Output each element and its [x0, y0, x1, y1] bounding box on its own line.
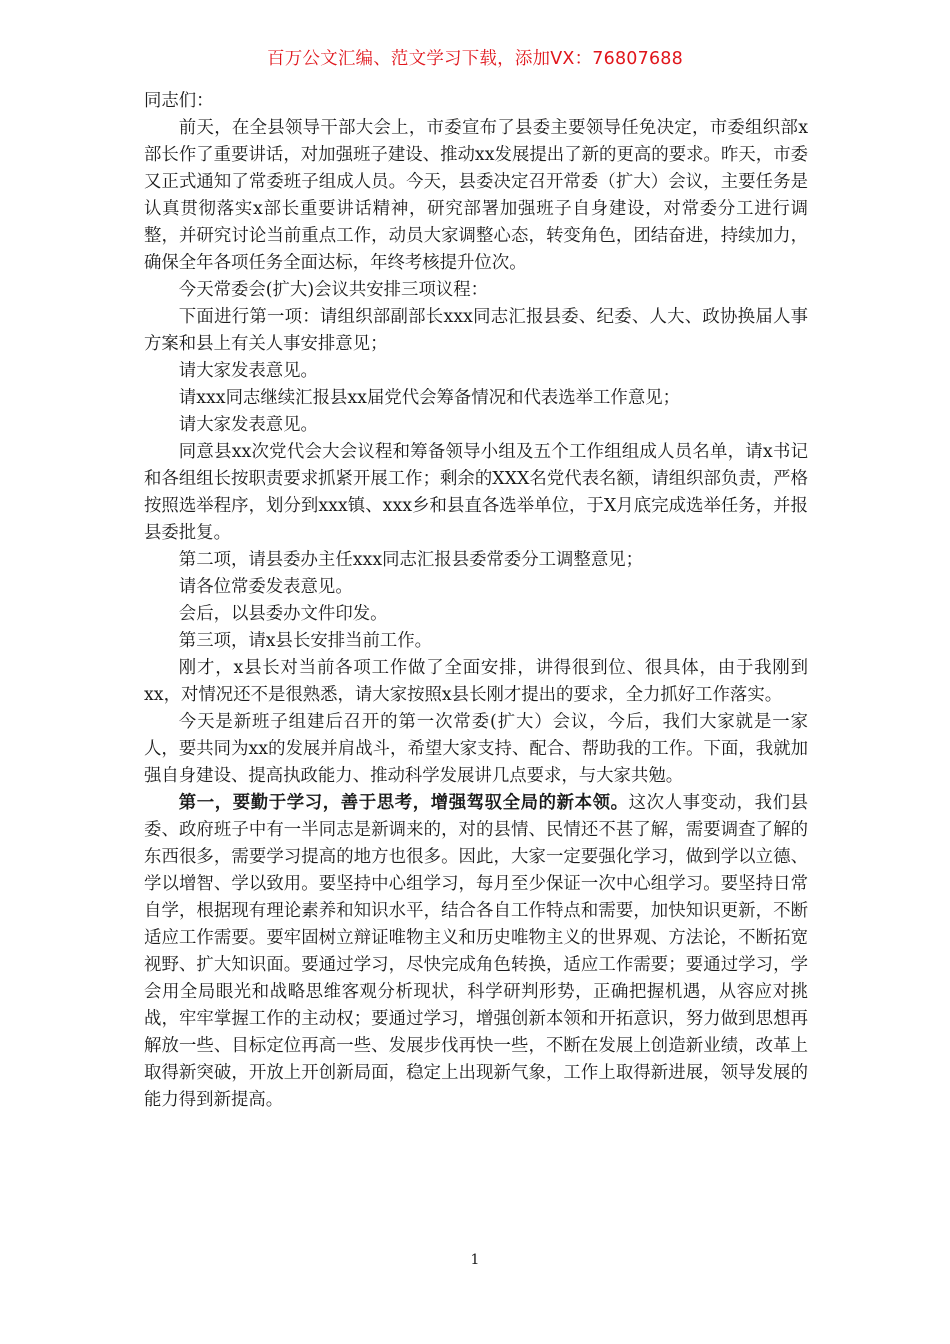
section-heading: 第一，要勤于学习，善于思考，增强驾驭全局的新本领。	[178, 793, 629, 813]
paragraph-3: 下面进行第一项：请组织部副部长xxx同志汇报县委、纪委、人大、政协换届人事方案和县上有关人事安排意见；	[144, 307, 808, 354]
salutation: 同志们：	[144, 91, 214, 111]
paragraph-1: 前天，在全县领导干部大会上，市委宣布了县委主要领导任免决定，市委组织部x部长作了重要讲话，对加强班子建设、推动xx发展提出了新的更高的要求。昨天，市委又正式通知了常委班子组成人员。今天，县委决定召开常委（扩大）会议，主要任务是认真贯彻落实x部长重要讲话精神，研究部署加强班子自身建设，对常委分工进行调整，并研究讨论当前重点工作，动员大家调整心态，转变角色，团结奋进，持续加力，确保全年各项任务全面达标，年终考核提升位次。	[144, 118, 808, 273]
paragraph-10: 会后，以县委办文件印发。	[178, 604, 388, 624]
page-number: 1	[470, 1252, 480, 1268]
paragraph-13: 今天是新班子组建后召开的第一次常委(扩大）会议，今后，我们大家就是一家人，要共同为xx的发展并肩战斗，希望大家支持、配合、帮助我的工作。下面，我就加强自身建设、提高执政能力、推动科学发展讲几点要求，与大家共勉。	[144, 712, 808, 786]
paragraph-5: 请xxx同志继续汇报县xx届党代会筹备情况和代表选举工作意见；	[178, 388, 680, 408]
paragraph-12: 刚才，x县长对当前各项工作做了全面安排，讲得很到位、很具体，由于我刚到xx，对情况还不是很熟悉，请大家按照x县长刚才提出的要求，全力抓好工作落实。	[144, 658, 808, 705]
header-banner: 百万公文汇编、范文学习下载，添加VX：76807688	[267, 49, 683, 69]
paragraph-11: 第三项，请x县长安排当前工作。	[178, 631, 433, 651]
paragraph-6: 请大家发表意见。	[178, 415, 318, 435]
document-body	[144, 88, 808, 1114]
paragraph-14	[144, 790, 808, 1114]
paragraph-7: 同意县xx次党代会大会议程和筹备领导小组及五个工作组组成人员名单，请x书记和各组组长按职责要求抓紧开展工作；剩余的XXX名党代表名额，请组织部负责，严格按照选举程序，划分到xxx镇、xxx乡和县直各选举单位，于X月底完成选举任务，并报县委批复。	[144, 442, 808, 543]
paragraph-4: 请大家发表意见。	[178, 361, 318, 381]
paragraph-2: 今天常委会(扩大)会议共安排三项议程：	[178, 280, 489, 300]
section-body: 这次人事变动，我们县委、政府班子中有一半同志是新调来的，对的县情、民情还不甚了解，需要调查了解的东西很多，需要学习提高的地方也很多。因此，大家一定要强化学习，做到学以立德、学以增智、学以致用。要坚持中心组学习，每月至少保证一次中心组学习。要坚持日常自学，根据现有理论素养和知识水平，结合各自工作特点和需要，加快知识更新，不断适应工作需要。要牢固树立辩证唯物主义和历史唯物主义的世界观、方法论，不断拓宽视野、扩大知识面。要通过学习，尽快完成角色转换，适应工作需要；要通过学习，学会用全局眼光和战略思维客观分析现状，科学研判形势，正确把握机遇，从容应对挑战，牢牢掌握工作的主动权；要通过学习，增强创新本领和开拓意识，努力做到思想再解放一些、目标定位再高一些、发展步伐再快一些，不断在发展上创造新业绩，改革上取得新突破，开放上开创新局面，稳定上出现新气象，工作上取得新进展，领导发展的能力得到新提高。	[144, 793, 808, 1110]
paragraph-9: 请各位常委发表意见。	[178, 577, 353, 597]
paragraph-8: 第二项，请县委办主任xxx同志汇报县委常委分工调整意见；	[178, 550, 643, 570]
